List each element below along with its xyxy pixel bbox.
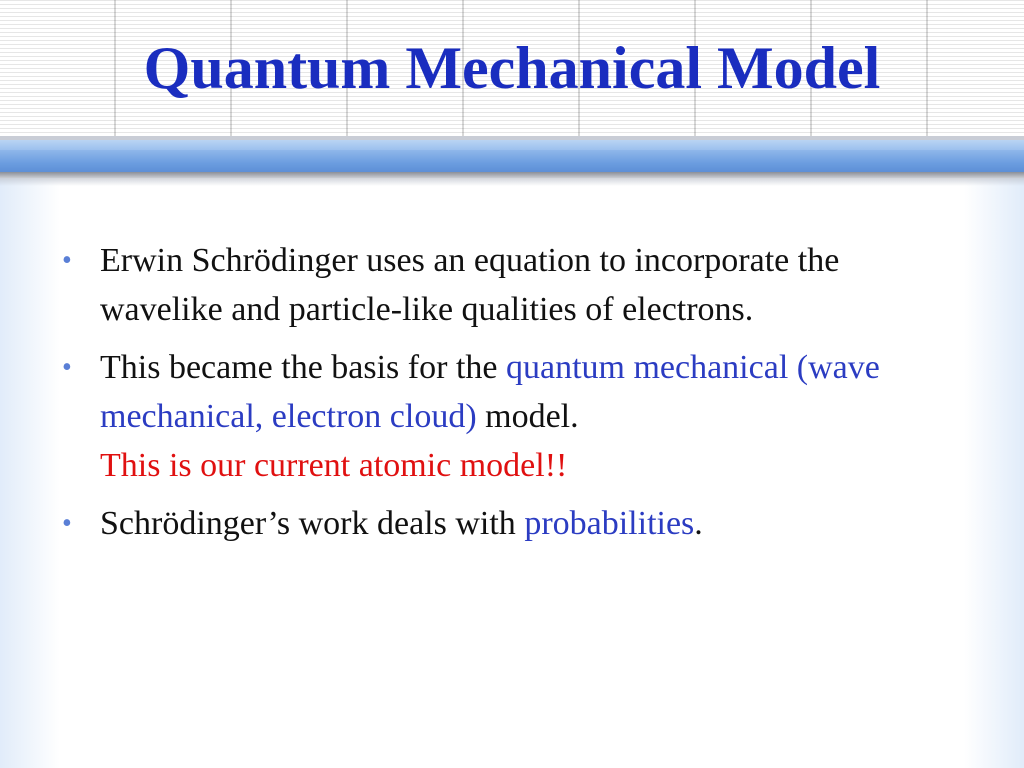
bullet-text-end: model. <box>476 398 579 435</box>
header-band-fade <box>0 178 1024 186</box>
bullet-item-2 <box>62 343 942 490</box>
bullet-marker: • <box>62 352 72 383</box>
bullet-text: Schrödinger’s work deals with <box>100 505 525 542</box>
header-band-light <box>0 140 1024 150</box>
highlighted-term: quantum mechanical (wave mechanical, electron cloud) <box>100 349 880 435</box>
bullet-text-end: . <box>694 505 703 542</box>
bullet-marker: • <box>62 508 72 539</box>
highlighted-term: probabilities <box>524 505 695 542</box>
bullet-text: This became the basis for the <box>100 349 506 386</box>
bullet-marker: • <box>62 245 72 276</box>
bullet-item-3 <box>62 499 942 548</box>
bullet-list <box>62 236 942 557</box>
bullet-text: Erwin Schrödinger uses an equation to incorporate the wavelike and particle-like qualities of electrons. <box>100 242 840 328</box>
emphasis-text: This is our current atomic model!! <box>100 447 568 484</box>
header-band-blue <box>0 150 1024 172</box>
slide-title: Quantum Mechanical Model <box>143 35 881 101</box>
bullet-item-1 <box>62 236 942 334</box>
